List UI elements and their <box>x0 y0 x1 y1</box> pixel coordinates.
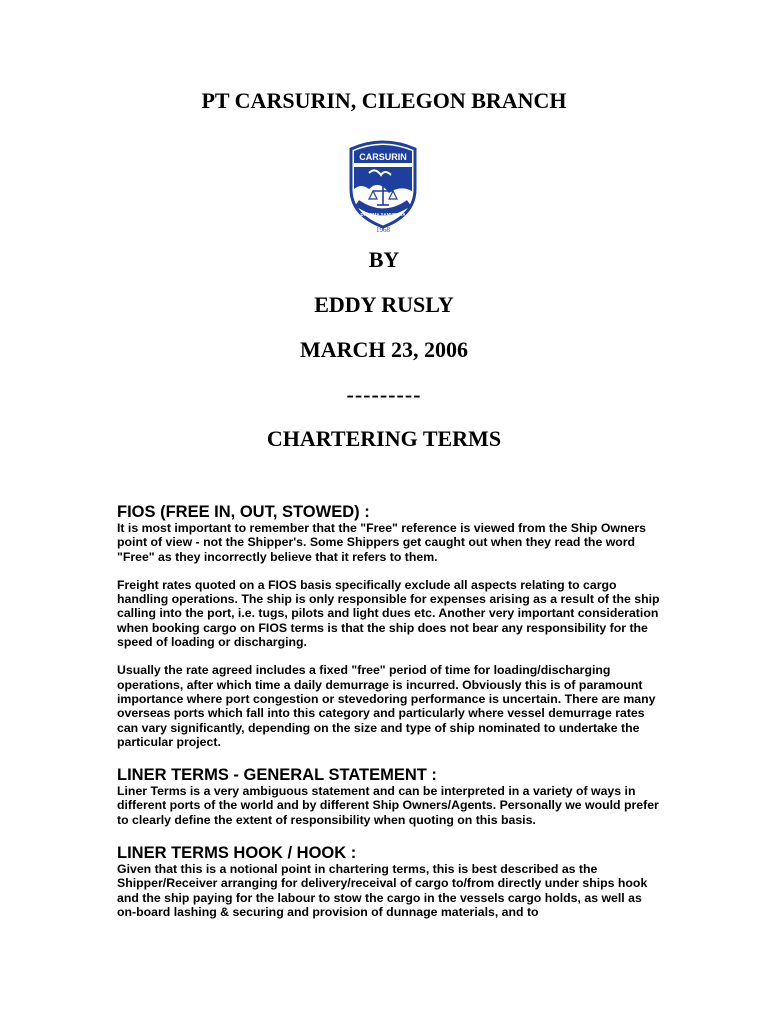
document-date: MARCH 23, 2006 <box>299 337 469 362</box>
section-fios <box>117 503 662 749</box>
paragraph: Given that this is a notional point in chartering terms, this is best described as the Shipper/Receiver arranging for delivery/receival of cargo to/from directly under ships hook and the ship paying for the labour to stow the cargo in the vessels cargo holds, as well as on-board lashing & securing and provision of dunnage materials, and to <box>117 862 648 919</box>
author-name: EDDY RUSLY <box>314 292 454 317</box>
section-liner-terms-hook <box>117 844 662 919</box>
document-body <box>117 503 662 919</box>
carsurin-logo-icon <box>345 139 421 233</box>
by-label: BY <box>368 247 400 272</box>
paragraph: Liner Terms is a very ambiguous statement and can be interpreted in a variety of ways in different ports of the world and by different Ship Owners/Agents. Personally we would prefer to clearly define the extent of responsibility when quoting on this basis. <box>117 784 659 827</box>
separator-line: --------- <box>346 382 422 407</box>
section-heading: FIOS (FREE IN, OUT, STOWED) : <box>117 503 370 521</box>
section-heading: LINER TERMS HOOK / HOOK : <box>117 844 357 863</box>
document-title: CHARTERING TERMS <box>266 426 502 451</box>
paragraph: It is most important to remember that the "Free" reference is viewed from the Ship Owners point of view - not the Shipper's. Some Shippers get caught out when they read the word "Free" as they incorrectly believe that it refers to them. <box>117 521 646 564</box>
logo-year: 1968 <box>376 226 390 233</box>
logo-motto: DHARMA SAMUDERA <box>360 212 406 217</box>
section-heading: LINER TERMS - GENERAL STATEMENT : <box>117 766 437 785</box>
paragraph: Freight rates quoted on a FIOS basis specifically exclude all aspects relating to cargo handling operations. The ship is only responsible for expenses arising as a result of the ship calling into the port, i.e. tugs, pilots and light dues etc. Another very important consideration when booking cargo on FIOS terms is that the ship does not bear any responsibility for the speed of loading or discharging. <box>117 577 660 650</box>
company-title: PT CARSURIN, CILEGON BRANCH <box>201 88 567 113</box>
section-liner-terms-general <box>117 766 662 827</box>
logo-name: CARSURIN <box>359 152 407 162</box>
paragraph: Usually the rate agreed includes a fixed "free" period of time for loading/discharging operations, after which time a daily demurrage is incurred. Obviously this is of paramount importance where port congestion or stevedoring performance is uncertain. There are many overseas ports which fall into this category and particularly where vessel demurrage rates can vary significantly, depending on the size and type of ship nominated to undertake the particular project. <box>117 663 656 749</box>
